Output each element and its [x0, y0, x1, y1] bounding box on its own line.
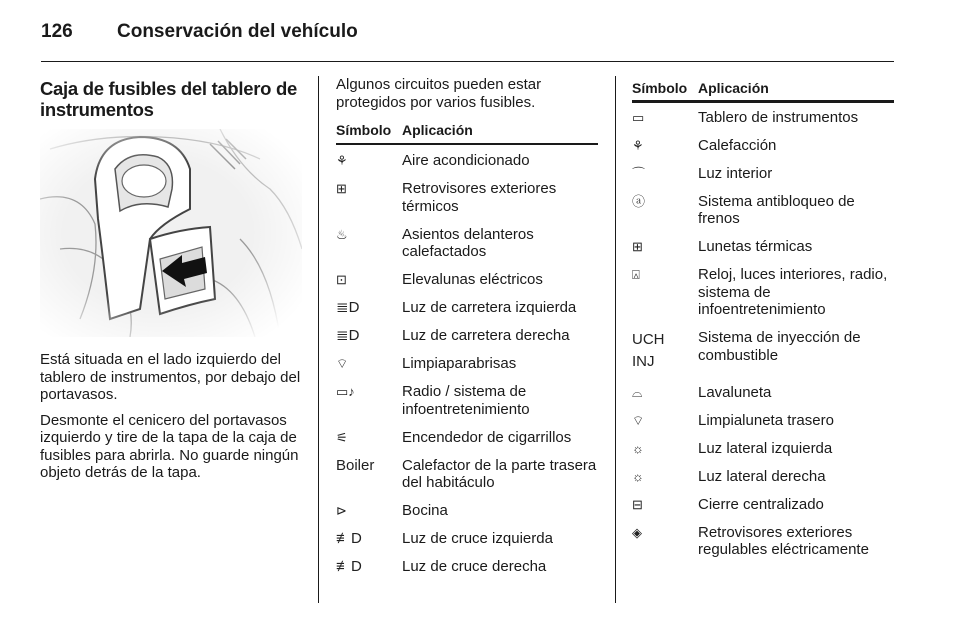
application-text: Lavaluneta	[698, 383, 772, 401]
application-text: Retrovisores exteriores regulables eléctricamente	[698, 523, 869, 558]
table-row	[336, 266, 598, 294]
clock-icon: ⍓	[632, 267, 640, 282]
heated-seat-icon: ♨	[336, 226, 348, 242]
table-row	[336, 451, 598, 497]
table-row	[336, 220, 598, 266]
table-row	[632, 131, 894, 159]
instrument-panel-icon: ▭	[632, 109, 645, 125]
header-application: Aplicación	[402, 122, 473, 138]
low-beam-icon: ≢D	[336, 530, 362, 547]
application-text: Luz lateral derecha	[698, 467, 826, 485]
application-text: Calefactor de la parte trasera del habitáculo	[402, 456, 597, 491]
table-row	[632, 261, 894, 324]
application-text: Sistema antibloqueo de frenos	[698, 192, 855, 227]
high-beam-icon: ≣D	[336, 299, 360, 316]
application-text: Lunetas térmicas	[698, 238, 813, 255]
horn-icon: ⊳	[336, 503, 347, 518]
middle-column	[336, 76, 598, 581]
table-row	[632, 518, 894, 564]
table-header	[336, 122, 598, 145]
low-beam-icon: ≢D	[336, 558, 362, 575]
table-row	[632, 324, 894, 379]
fuse-table-middle	[336, 145, 598, 581]
table-row	[632, 159, 894, 187]
side-light-icon: ☼	[632, 468, 644, 484]
header-symbol: Símbolo	[336, 122, 392, 138]
heated-mirror-icon: ⊞	[336, 181, 347, 196]
application-text: Luz interior	[698, 164, 773, 182]
interior-light-icon: ⌒	[632, 165, 646, 181]
fuse-table-right	[632, 103, 894, 564]
application-text: Encendedor de cigarrillos	[402, 428, 572, 446]
column-divider	[615, 76, 616, 603]
header-application: Aplicación	[698, 80, 769, 96]
intro-text: Algunos circuitos pueden estar protegidos por varios fusibles.	[336, 76, 542, 111]
application-text: Radio / sistema de infoentretenimiento	[402, 383, 530, 418]
location-paragraph: Está situada en el lado izquierdo del tablero de instrumentos, por debajo del portavasos.	[40, 351, 301, 403]
application-text: Sistema de inyección de combustible	[698, 329, 861, 364]
fan-icon: ⚘	[632, 137, 644, 153]
application-text: Aire acondicionado	[402, 152, 530, 169]
application-text: Luz de carretera derecha	[402, 327, 570, 344]
table-header	[632, 80, 894, 103]
table-row	[336, 497, 598, 525]
table-row	[336, 175, 598, 221]
column-divider	[318, 76, 319, 603]
wiper-icon: ⌔	[336, 356, 349, 371]
application-text: Elevalunas eléctricos	[402, 271, 543, 288]
application-text: Limpiaparabrisas	[402, 355, 517, 372]
table-row	[336, 350, 598, 378]
table-row	[632, 187, 894, 233]
fuse-box-illustration	[40, 129, 302, 337]
table-row	[336, 322, 598, 350]
page-number: 126	[41, 21, 73, 42]
header-symbol: Símbolo	[632, 80, 688, 96]
application-text: Calefacción	[698, 136, 777, 154]
application-text: Retrovisores exteriores térmicos	[402, 180, 557, 215]
removal-paragraph: Desmonte el cenicero del portavasos izquierdo y tire de la tapa de la caja de fusibles para abrirla. No guarde ningún objeto detrás de la tapa.	[40, 411, 299, 481]
application-text: Tablero de instrumentos	[698, 108, 859, 126]
application-text: Luz de cruce derecha	[402, 558, 547, 575]
application-text: Luz lateral izquierda	[698, 439, 833, 457]
application-text: Limpialuneta trasero	[698, 411, 834, 429]
table-row	[632, 233, 894, 261]
table-row	[632, 434, 894, 462]
table-row	[632, 103, 894, 131]
left-column	[40, 78, 305, 490]
central-lock-icon: ⊟	[632, 496, 643, 512]
symbol-text: Boiler	[336, 456, 375, 474]
right-column	[632, 80, 894, 564]
abs-icon: ⓐ	[632, 193, 646, 209]
page-title: Conservación del vehículo	[117, 21, 358, 42]
high-beam-icon: ≣D	[336, 327, 360, 344]
table-row	[336, 553, 598, 581]
application-text: Luz de carretera izquierda	[402, 299, 577, 316]
radio-icon: ▭♪	[336, 384, 355, 399]
section-title: Caja de fusibles del tablero de instrumentos	[40, 78, 297, 120]
rear-wiper-icon: ⌔	[632, 412, 645, 428]
application-text: Cierre centralizado	[698, 495, 824, 513]
side-light-icon: ☼	[632, 440, 644, 456]
application-text: Asientos delanteros calefactados	[402, 225, 534, 260]
table-row	[336, 423, 598, 451]
rear-defroster-icon: ⊞	[632, 239, 643, 254]
application-text: Bocina	[402, 502, 448, 519]
power-window-icon: ⊡	[336, 272, 347, 287]
application-text: Luz de cruce izquierda	[402, 530, 553, 547]
table-row	[336, 378, 598, 424]
page-header	[41, 21, 894, 62]
table-row	[632, 490, 894, 518]
table-row	[632, 462, 894, 490]
table-row	[336, 525, 598, 553]
application-text: Reloj, luces interiores, radio, sistema de infoentretenimiento	[698, 266, 888, 318]
fan-icon: ⚘	[336, 153, 348, 168]
rear-washer-icon: ⌓	[632, 384, 643, 400]
table-row	[336, 294, 598, 322]
table-row	[632, 406, 894, 434]
table-row	[336, 145, 598, 175]
table-row	[632, 378, 894, 406]
mirror-adjust-icon: ◈	[632, 524, 642, 540]
cigarette-lighter-icon: ⚟	[336, 429, 348, 445]
symbol-text: UCH INJ	[632, 331, 665, 370]
